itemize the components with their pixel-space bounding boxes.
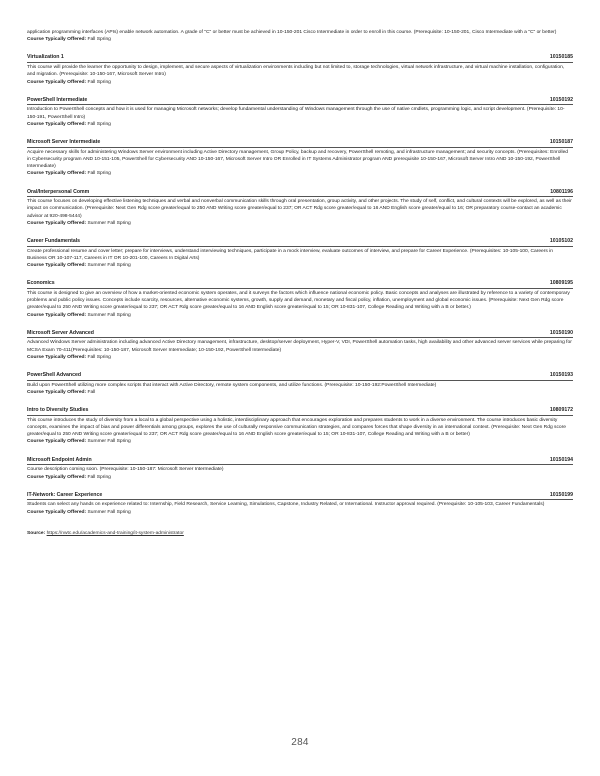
course-header <box>27 97 573 106</box>
course-number: 10809172 <box>549 407 573 414</box>
course-title: Virtualization 1 <box>27 54 64 61</box>
course-header <box>27 238 573 247</box>
course-title: PowerShell Advanced <box>27 372 82 379</box>
course-entry <box>27 492 573 516</box>
offered-label: Course Typically Offered: <box>27 79 87 85</box>
source-link[interactable]: https://nwtc.edu/academics-and-training/it-system-administrator <box>46 530 184 536</box>
offered-value: Summer Fall Spring <box>87 263 131 269</box>
course-description: Acquire necessary skills for administering Windows Server environment including Active Directory management, Group Policy, backup and recovery, PowerShell remoting, and infrastructure management; and security concepts. (Prerequisites: Enrolled in Cybersecurity program AND 10-151-105, PowerShell for Cybersecurity AND 10-150-167, Microsoft Server Intro OR Enrolled in IT Systems Administrator program AND prerequisite 10-150-167, Microsoft Server Intro AND 10-150-192, PowerShell Intermediate) <box>27 149 569 170</box>
course-title: Microsoft Endpoint Admin <box>27 456 92 463</box>
offered-label: Course Typically Offered: <box>27 439 87 445</box>
course-offered <box>27 121 573 128</box>
course-description: Course description coming soon. (Prerequisite: 10-150-187: Microsoft Server Intermediate) <box>27 467 224 473</box>
course-number: 10150193 <box>549 372 573 379</box>
course-offered <box>27 354 573 361</box>
course-entry <box>27 54 573 85</box>
course-entry <box>27 407 573 446</box>
course-offered <box>27 509 573 516</box>
course-number: 10150192 <box>549 96 573 103</box>
source-line <box>27 530 573 537</box>
course-header <box>27 139 573 148</box>
offered-label: Course Typically Offered: <box>27 389 87 395</box>
offered-label: Course Typically Offered: <box>27 312 87 318</box>
course-description: This course will provide the learner the opportunity to design, implement, and secure aspects of virtualization environments including but not limited to, storage technologies, virtual network infrastructure, and virtual machine installation, configuration, and migration. (Prerequisite: 10-150-167, Microsoft Server Intro) <box>27 65 565 78</box>
offered-value: Fall Spring <box>87 79 111 85</box>
course-number: 10105102 <box>549 238 573 244</box>
offered-label: Course Typically Offered: <box>27 263 87 269</box>
course-entry <box>27 97 573 128</box>
course-header <box>27 457 573 466</box>
course-number: 10150187 <box>549 139 573 145</box>
offered-value: Fall Spring <box>87 171 111 177</box>
offered-value: Fall <box>87 389 96 395</box>
offered-label: Course Typically Offered: <box>27 509 87 515</box>
offered-value: Fall Spring <box>87 37 111 43</box>
offered-value: Summer Fall Spring <box>87 220 131 226</box>
source-label: Source: <box>27 530 46 536</box>
course-offered <box>27 220 573 227</box>
course-header <box>27 372 573 381</box>
course-number: 10150199 <box>549 491 573 498</box>
course-title: Economics <box>27 280 55 287</box>
course-list <box>27 54 573 515</box>
course-offered <box>27 312 573 319</box>
course-description: This course introduces the study of diversity from a local to a global perspective using a holistic, interdisciplinary approach that encourages exploration and prepares students to work in a diverse environment. The course introduces basic diversity concepts, examines the impact of bias and power differentials among groups, explores the use of culturally responsive communication strategies, and compares forces that shape diversity in an international context. (Prerequisite: Next Gen Rdg score greater/equal to 250 AND Writing score greater/equal to 237; OR ACT Rdg score greater/equal to 16 AND English score greater/equal to 15; OR 10-831-107, College Reading and Writing with a B or better) <box>27 417 566 438</box>
offered-label: Course Typically Offered: <box>27 171 87 177</box>
course-entry <box>27 238 573 269</box>
offered-value: Fall Spring <box>87 354 111 360</box>
course-title: Microsoft Server Advanced <box>27 329 94 336</box>
course-title: IT-Network: Career Experience <box>27 491 103 498</box>
course-offered <box>27 79 573 86</box>
course-title: Intro to Diversity Studies <box>27 407 89 414</box>
offered-label: Course Typically Offered: <box>27 220 87 226</box>
course-description: Advanced Windows Server administration including advanced Active Directory management, infrastructure, desktop/server deployment, Hyper-V, VDI, PowerShell automation tasks, high availability and other advanced server services while preparing for MCSA Exam 70-411(Prerequisites: 10-150-187, Microsoft Server Intermediate; 10-150-192, PowerShell Intermediate) <box>27 340 572 353</box>
intro-text: application programming interfaces (APIs) enable network automation. A grade of "C" or better must be achieved in 10-150-201 Cisco Intermediate in order to enroll in this course. (Prerequisite: 10-150-201, Cisco Intermediate with a "C" or better) <box>27 30 557 35</box>
course-entry <box>27 457 573 481</box>
offered-label: Course Typically Offered: <box>27 354 87 360</box>
intro-block <box>27 29 573 43</box>
page-number: 284 <box>291 737 309 748</box>
course-header <box>27 280 573 289</box>
course-entry <box>27 280 573 319</box>
course-description: Introduction to PowerShell concepts and how it is used for managing Microsoft networks; develop fundamental understanding of Windows management through the use of native cmdlets, programming logic, and script development. (Prerequisite: 10-150-191, PowerShell Intro) <box>27 107 565 120</box>
course-number: 10809195 <box>549 280 573 287</box>
course-title: Oral/Interpersonal Comm <box>27 188 90 195</box>
offered-label: Course Typically Offered: <box>27 474 87 480</box>
course-offered <box>27 36 573 43</box>
course-number: 10150194 <box>549 456 573 463</box>
offered-value: Fall Spring <box>87 474 111 480</box>
course-description: Students can select any hands on experience related to: Internship, Field Research, Service Learning, Simulations, Capstone, Industry Related, or International. Instructor approval required. (Prerequisite: 10-105-103, Career Fundamentals) <box>27 502 545 508</box>
course-number: 10801196 <box>550 188 573 195</box>
page-content <box>27 29 573 537</box>
offered-value: Summer Fall Spring <box>87 439 131 445</box>
course-header <box>27 189 573 198</box>
course-entry <box>27 330 573 361</box>
course-header <box>27 330 573 339</box>
course-offered <box>27 474 573 481</box>
course-description: Create professional resume and cover letter; prepare for interviews, understand interviewing techniques, participate in a mock interview, evaluate outcomes of interview, and prepare for Career Experience. (Prerequisites: 10-105-100, Careers in Business OR 10-107-117, Careers in IT OR 10-201-100, Careers In Digital Arts) <box>27 248 554 261</box>
course-header <box>27 54 573 63</box>
course-title: Microsoft Server Intermediate <box>27 139 101 145</box>
course-header <box>27 407 573 416</box>
course-number: 10150185 <box>549 54 573 61</box>
course-title: PowerShell Intermediate <box>27 96 88 103</box>
course-offered <box>27 438 573 445</box>
offered-value: Summer Fall Spring <box>87 312 131 318</box>
offered-value: Summer Fall Spring <box>87 509 131 515</box>
course-title: Career Fundamentals <box>27 238 81 244</box>
course-header <box>27 492 573 501</box>
offered-label: Course Typically Offered: <box>27 121 87 127</box>
course-number: 10150190 <box>549 329 573 336</box>
offered-value: Fall Spring <box>87 121 111 127</box>
course-entry <box>27 139 573 178</box>
course-description: Build upon PowerShell utilizing more complex scripts that interact with Active Directory, remote system components, and utilize functions. (Prerequisite: 10-150-192:PowerShell Intermediate) <box>27 382 437 388</box>
course-offered <box>27 170 573 177</box>
course-description: This course focuses on developing effective listening techniques and verbal and nonverbal communication skills through oral presentation, group activity, and other projects. The study of self, conflict, and cultural contexts will be explored, as well as their impact on communication. (Prerequisite: Next Gen Rdg score greater/equal to 250 AND Writing score greater/equal to 237; OR ACT Rdg score greater/equal to 16 AND English score greater/equal to 16; OR preparatory course-contact an academic advisor at 920-498-5444) <box>27 199 572 219</box>
course-entry <box>27 372 573 396</box>
course-entry <box>27 189 573 228</box>
course-offered <box>27 262 573 269</box>
offered-label: Course Typically Offered: <box>27 37 87 43</box>
course-offered <box>27 389 573 396</box>
course-description: This course is designed to give an overview of how a market-oriented economic system operates, and it surveys the factors which influence national economic policy. Basic concepts and analyses are illustrated by reference to a variety of contemporary problems and public policy issues. Concepts include scarcity, resources, alternative economic systems, growth, supply and demand, monetary and fiscal policy, inflation, unemployment and global economic issues. (Prerequisite: Next Gen Rdg score greater/equal to 250 AND Writing score greater/equal to 237; OR ACT Rdg score greater/equal to 16 AND English score greater/equal to 15; OR 10-831-107, College Reading and Writing with a B or better.) <box>27 290 570 311</box>
